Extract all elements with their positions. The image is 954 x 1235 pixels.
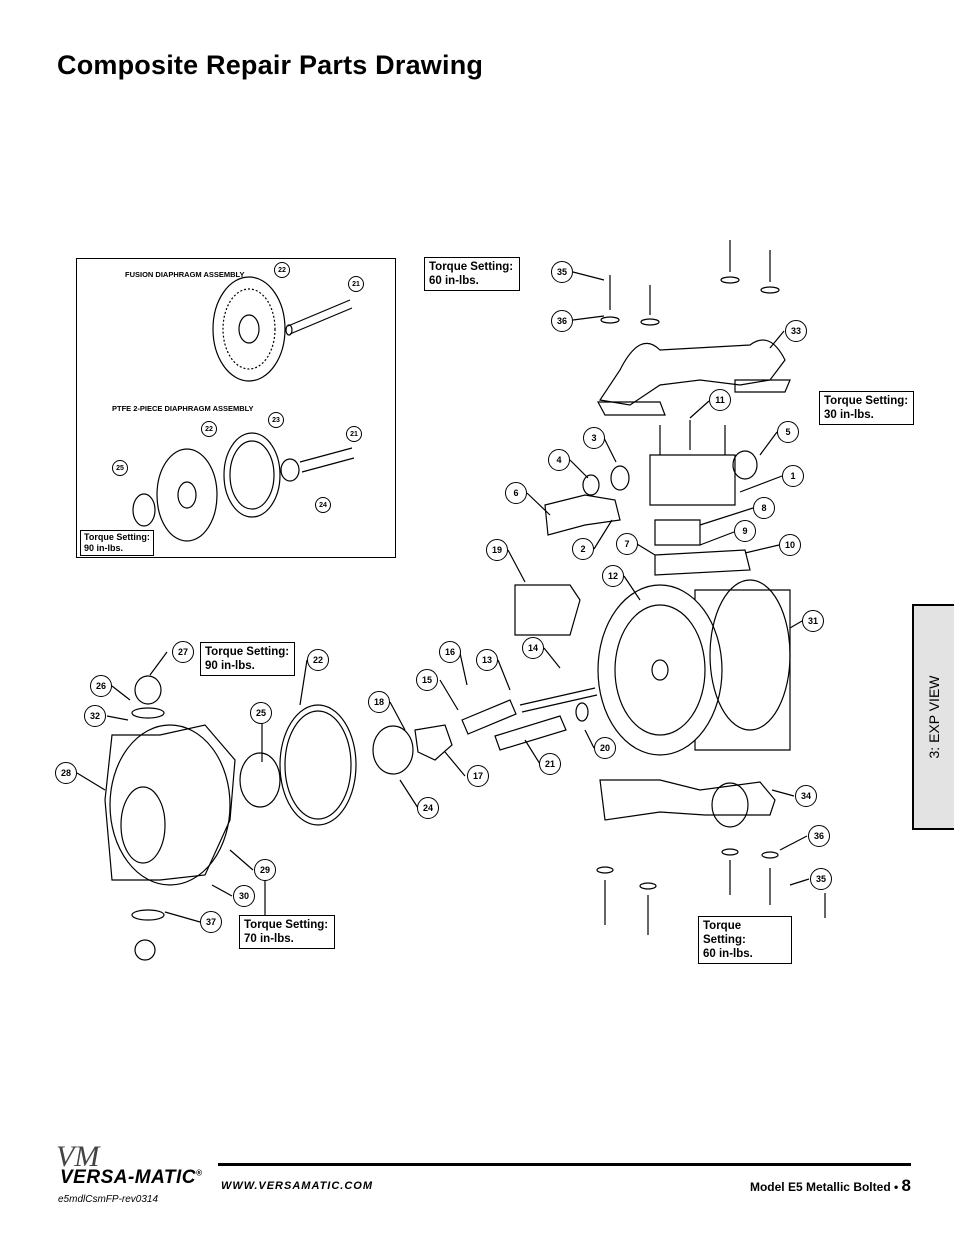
torque-box-upper-bolts	[424, 257, 520, 291]
part-callout: 22	[201, 421, 217, 437]
part-callout: 31	[802, 610, 824, 632]
part-callout: 16	[439, 641, 461, 663]
part-callout: 12	[602, 565, 624, 587]
part-callout: 4	[548, 449, 570, 471]
part-callout: 14	[522, 637, 544, 659]
part-callout: 9	[734, 520, 756, 542]
part-callout: 24	[417, 797, 439, 819]
model-name: Model E5 Metallic Bolted •	[749, 1180, 899, 1194]
part-callout: 7	[616, 533, 638, 555]
part-callout: 25	[250, 702, 272, 724]
fusion-diaphragm-label: FUSION DIAPHRAGM ASSEMBLY	[125, 270, 245, 279]
part-callout: 25	[112, 460, 128, 476]
part-callout: 32	[84, 705, 106, 727]
torque-line1: Torque Setting:	[429, 261, 514, 273]
part-callout: 35	[810, 868, 832, 890]
part-callout: 8	[753, 497, 775, 519]
part-callout: 22	[307, 649, 329, 671]
inset-torque-line2: 90 in-lbs.	[84, 543, 124, 553]
part-callout: 1	[782, 465, 804, 487]
brand-mark: VM	[56, 1140, 100, 1173]
part-callout: 10	[779, 534, 801, 556]
torque-line2: 60 in-lbs.	[703, 948, 753, 960]
part-callout: 30	[233, 885, 255, 907]
part-callout: 22	[274, 262, 290, 278]
part-callout: 5	[777, 421, 799, 443]
page-title: Composite Repair Parts Drawing	[57, 50, 484, 80]
brand-logo	[60, 1167, 202, 1189]
document-code: e5mdlCsmFP-rev0314	[58, 1194, 159, 1205]
part-callout: 21	[348, 276, 364, 292]
inset-torque-line1: Torque Setting:	[84, 532, 150, 542]
torque-line2: 30 in-lbs.	[824, 409, 874, 421]
torque-line1: Torque Setting:	[205, 646, 290, 658]
torque-box-lower-bolts	[698, 916, 792, 964]
page-number: 8	[901, 1176, 911, 1195]
footer-model	[750, 1176, 911, 1196]
part-callout: 2	[572, 538, 594, 560]
part-callout: 6	[505, 482, 527, 504]
footer-divider	[218, 1163, 911, 1166]
torque-line2: 60 in-lbs.	[429, 275, 479, 287]
part-callout: 36	[808, 825, 830, 847]
part-callout: 27	[172, 641, 194, 663]
section-tab-label: 3: EXP VIEW	[926, 675, 942, 759]
torque-box-air-valve	[819, 391, 914, 425]
brand-name: VERSA-MATIC	[60, 1167, 197, 1188]
part-callout: 17	[467, 765, 489, 787]
part-callout: 33	[785, 320, 807, 342]
torque-line2: 90 in-lbs.	[205, 660, 255, 672]
torque-line1: Torque Setting:	[703, 920, 746, 946]
part-callout: 34	[795, 785, 817, 807]
inset-torque-box	[80, 530, 154, 556]
part-callout: 36	[551, 310, 573, 332]
part-callout: 19	[486, 539, 508, 561]
part-callout: 20	[594, 737, 616, 759]
torque-line2: 70 in-lbs.	[244, 933, 294, 945]
registered-mark: ®	[196, 1168, 203, 1178]
torque-box-diaphragm-plate	[200, 642, 295, 676]
ptfe-diaphragm-label: PTFE 2-PIECE DIAPHRAGM ASSEMBLY	[112, 404, 254, 413]
part-callout: 15	[416, 669, 438, 691]
part-callout: 21	[346, 426, 362, 442]
part-callout: 3	[583, 427, 605, 449]
part-callout: 29	[254, 859, 276, 881]
part-callout: 18	[368, 691, 390, 713]
torque-box-chamber-bolts	[239, 915, 335, 949]
part-callout: 11	[709, 389, 731, 411]
part-callout: 37	[200, 911, 222, 933]
part-callout: 28	[55, 762, 77, 784]
part-callout: 26	[90, 675, 112, 697]
part-callout: 23	[268, 412, 284, 428]
part-callout: 13	[476, 649, 498, 671]
part-callout: 35	[551, 261, 573, 283]
website-link[interactable]: WWW.VERSAMATIC.COM	[221, 1180, 374, 1192]
torque-line1: Torque Setting:	[244, 919, 329, 931]
part-callout: 21	[539, 753, 561, 775]
part-callout: 24	[315, 497, 331, 513]
torque-line1: Torque Setting:	[824, 395, 909, 407]
